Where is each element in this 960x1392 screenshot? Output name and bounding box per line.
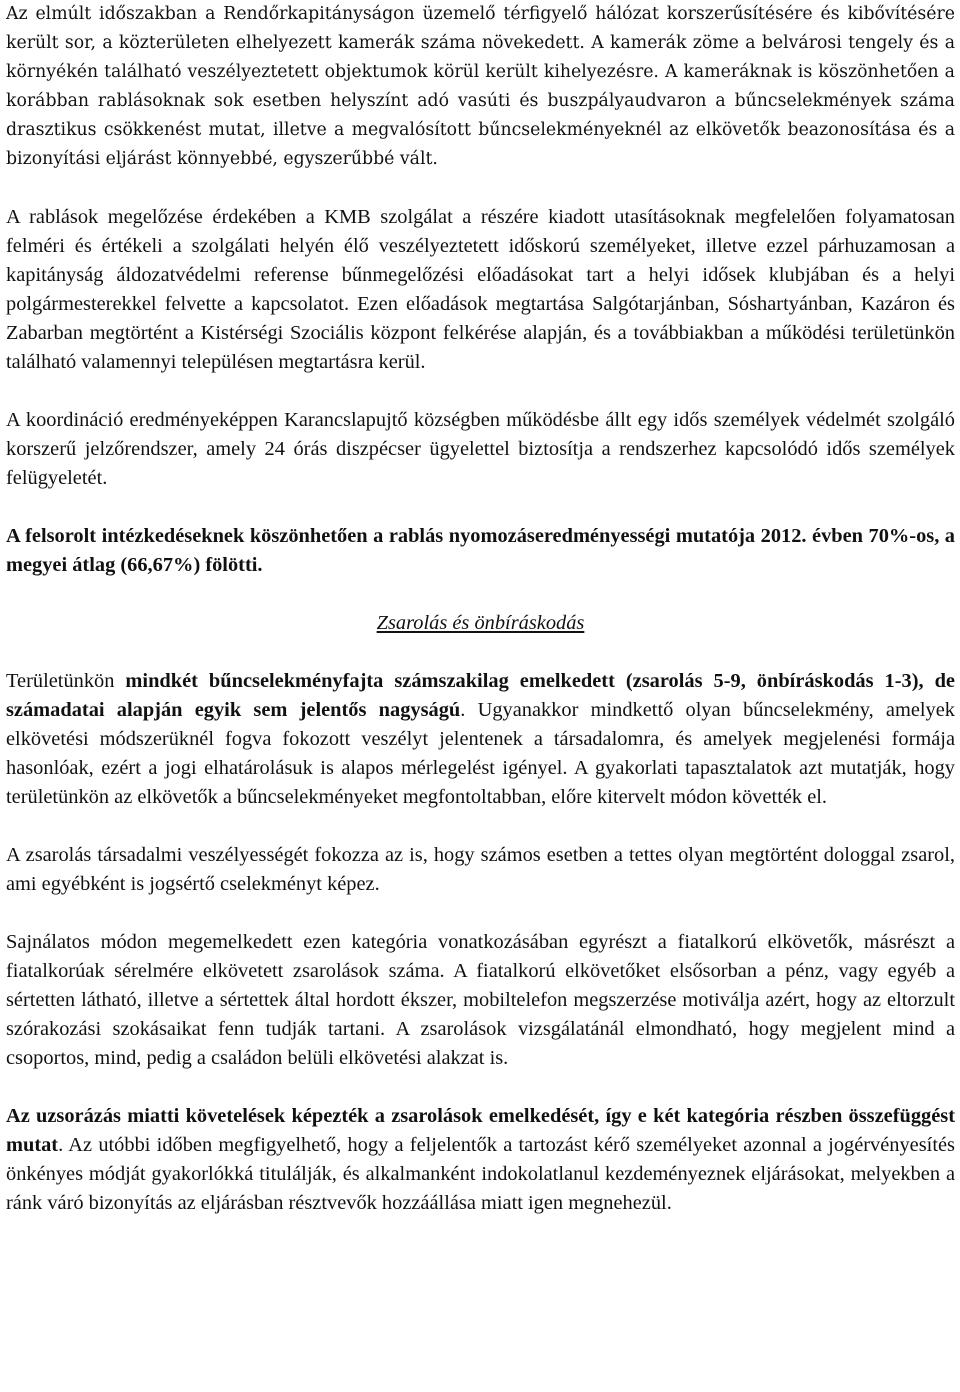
document-page [6,0,955,1218]
paragraph-extortion-bold-text: mindkét bűncselekményfajta számszakilag emelkedett (zsarolás 5-9, önbíráskodás 1-3), de számadatai alapján egyik sem jelentős nagyságú [6,670,955,721]
paragraph-robbery-result-highlight: A felsorolt intézkedéseknek köszönhetően a rablás nyomozáseredményességi mutatója 2012. évben 70%-os, a megyei átlag (66,67%) fölötti. [6,525,955,576]
paragraph-extortion-intro-text: Területünkön [6,670,126,692]
paragraph-usury [6,1102,955,1218]
paragraph-extortion-rest-text: . Ugyanakkor mindkettő olyan bűncselekmény, amelyek elkövetési módszerüknél fogva fokozott veszélyt jelentenek a társadalomra, és amelyek megjelenési formája hasonlóak, ezért a jogi elhatárolásuk is alapos mérlegelést igényel. A gyakorlati tapasztalatok azt mutatják, hogy területünkön az elkövetők a bűncselekményeket megfontoltabban, előre kitervelt módon követték el. [6,699,955,808]
paragraph-robbery-prevention: A rablások megelőzése érdekében a KMB szolgálat a részére kiadott utasításoknak megfelelően folyamatosan felméri és értékeli a szolgálati helyén élő veszélyeztetett időskorú személyeket, illetve ezzel párhuzamosan a kapitányság áldozatvédelmi referense bűnmegelőzési előadásokat tart a helyi idősek klubjában és a helyi polgármesterekkel felvette a kapcsolatot. Ezen előadások megtartása Salgótarjánban, Sóshartyánban, Kazáron és Zabarban megtörtént a Kistérségi Szociális központ felkérése alapján, és a továbbiakban a működési területünkön található valamennyi településen megtartásra kerül. [6,206,955,373]
paragraph-usury-rest-text: . Az utóbbi időben megfigyelhető, hogy a feljelentők a tartozást kérő személyeket azonnal a jogérvényesítés önkényes módját gyakorlókká titulálják, és alkalmanként indokolatlanul kezdeményeznek eljárásokat, melyekben a ránk váró bizonyítás az eljárásban résztvevők hozzáállása miatt igen megnehezül. [6,1134,955,1214]
section-heading-extortion: Zsarolás és önbíráskodás [376,612,585,634]
paragraph-alarm-system: A koordináció eredményeképpen Karancslapujtő községben működésbe állt egy idős személyek védelmét szolgáló korszerű jelzőrendszer, amely 24 órás diszpécser ügyelettel biztosítja a rendszerhez kapcsolódó idős személyek felügyeletét. [6,409,955,489]
paragraph-extortion-statistics [6,667,955,812]
paragraph-surveillance-cameras: Az elmúlt időszakban a Rendőrkapitányságon üzemelő térfigyelő hálózat korszerűsítésére és kibővítésére került sor, a közterületen elhelyezett kamerák száma növekedett. A kamerák zöme a belvárosi tengely és a környékén található veszélyeztetett objektumok körül került kihelyezésre. A kameráknak is köszönhetően a korábban rablásoknak sok esetben helyszínt adó vasúti és buszpályaudvaron a bűncselekmények száma drasztikus csökkenést mutat, illetve a megvalósított bűncselekményeknél az elkövetők beazonosítása és a bizonyítási eljárást könnyebbé, egyszerűbbé vált. [6,4,955,169]
paragraph-extortion-danger: A zsarolás társadalmi veszélyességét fokozza az is, hogy számos esetben a tettes olyan megtörtént dologgal zsarol, ami egyébként is jogsértő cselekményt képez. [6,844,955,895]
paragraph-juvenile-offenders: Sajnálatos módon megemelkedett ezen kategória vonatkozásában egyrészt a fiatalkorú elkövetők, másrészt a fiatalkorúak sérelmére elkövetett zsarolások száma. A fiatalkorú elkövetőket elsősorban a pénz, vagy egyéb a sértetten látható, illetve a sértettek által hordott ékszer, mobiltelefon megszerzése motiválja azért, hogy az eltorzult szórakozási szokásaikat fenn tudják tartani. A zsarolások vizsgálatánál elmondható, hogy megjelent mind a csoportos, mind, pedig a családon belüli elkövetési alakzat is. [6,931,955,1069]
paragraph-usury-bold-text: Az uzsorázás miatti követelések képezték a zsarolások emelkedését, így e két kategória részben összefüggést mutat [6,1105,955,1156]
